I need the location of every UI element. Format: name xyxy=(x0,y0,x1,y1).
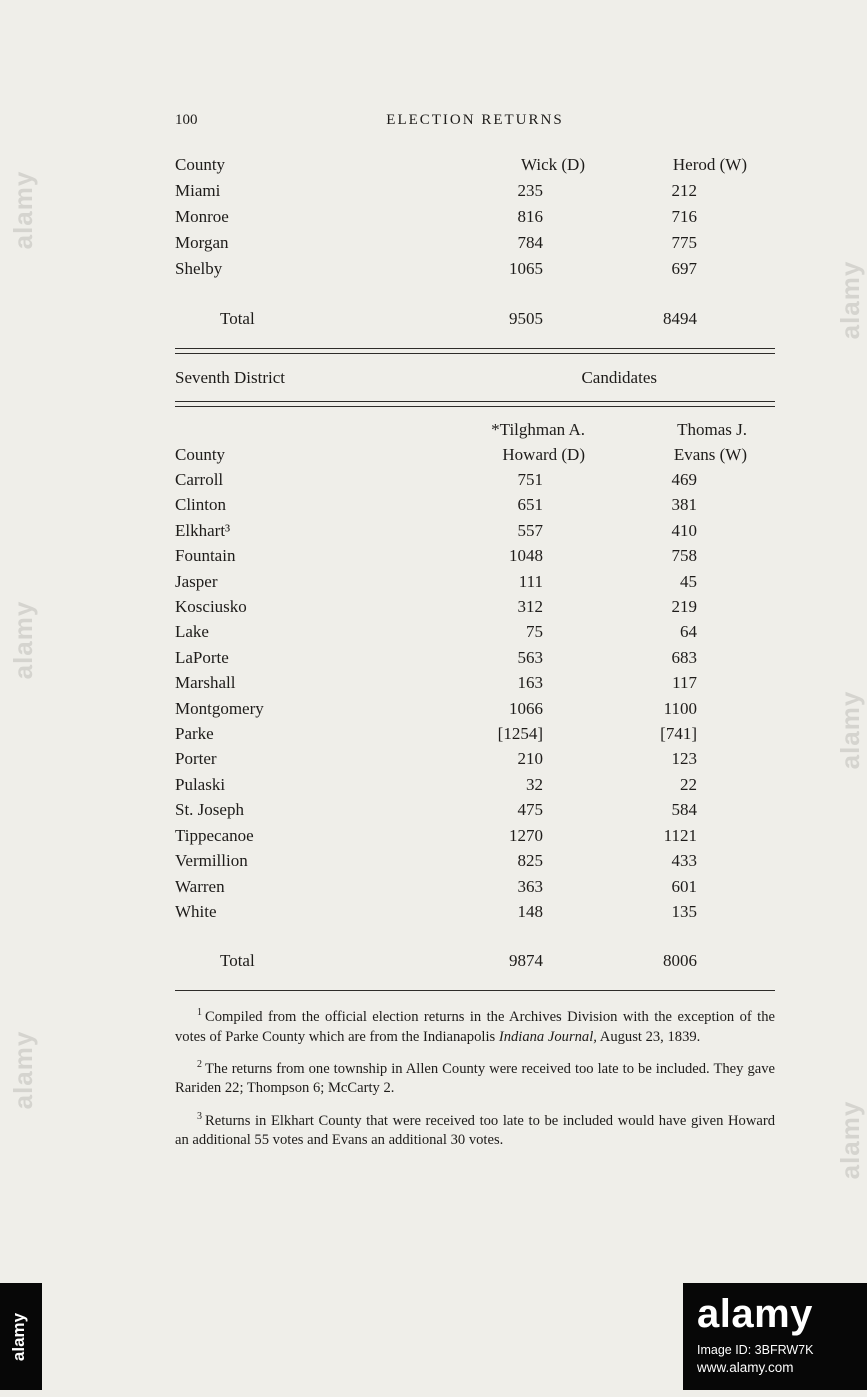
page-header xyxy=(175,112,775,134)
votes-whig: 469 xyxy=(671,470,697,489)
votes-dem: 363 xyxy=(517,876,543,896)
footnote-text-post: August 23, 1839. xyxy=(596,1028,701,1045)
total-votes-dem: 9505 xyxy=(509,309,543,328)
votes-dem: 312 xyxy=(517,597,543,617)
votes-dem: 75 xyxy=(526,622,543,642)
votes-dem: 557 xyxy=(517,520,543,540)
votes-whig: 433 xyxy=(671,851,697,871)
footnote xyxy=(175,1107,775,1151)
votes-whig: 212 xyxy=(671,181,697,200)
votes-dem: 784 xyxy=(517,233,543,252)
table2-total-row xyxy=(175,948,775,974)
table-row xyxy=(175,721,775,746)
table-row xyxy=(175,518,775,543)
votes-whig: [741] xyxy=(660,724,697,744)
alamy-watermark: alamy xyxy=(835,1100,865,1180)
candidate-name-line1: Thomas J. xyxy=(677,420,747,439)
votes-dem: 751 xyxy=(517,470,543,489)
total-votes-whig: 8006 xyxy=(663,951,697,971)
double-rule xyxy=(175,401,775,407)
footnote-text: The returns from one township in Allen County were received too late to be included. They gave Rariden 22; Thompson 6; McCarty 2. xyxy=(175,1060,775,1097)
alamy-credit-box xyxy=(683,1283,867,1390)
table-row xyxy=(175,467,775,492)
alamy-image-id: Image ID: 3BFRW7K xyxy=(697,1343,814,1357)
votes-whig: 219 xyxy=(671,597,697,617)
votes-whig: 117 xyxy=(672,673,697,693)
footnote xyxy=(175,1055,775,1099)
total-label: Total xyxy=(220,309,255,328)
table1-total-rules xyxy=(175,290,775,304)
footnotes xyxy=(175,1003,775,1150)
county-name: LaPorte xyxy=(175,647,229,667)
votes-dem: 235 xyxy=(517,181,543,200)
votes-dem: 210 xyxy=(517,749,543,769)
table-row xyxy=(175,178,775,204)
table-row xyxy=(175,543,775,568)
table1-total-row xyxy=(175,306,775,332)
footnote-text: Returns in Elkhart County that were received too late to be included would have given Howard an additional 55 votes and Evans an additional 30 votes. xyxy=(175,1112,775,1148)
table-row xyxy=(175,848,775,873)
table-row xyxy=(175,772,775,797)
votes-dem: 148 xyxy=(517,901,543,921)
column-header-evans xyxy=(585,417,775,467)
footnote xyxy=(175,1003,775,1047)
column-header-wick: Wick (D) xyxy=(521,155,585,174)
county-name: Pulaski xyxy=(175,774,226,794)
column-header-howard xyxy=(395,417,585,467)
table-row xyxy=(175,823,775,848)
page-title: ELECTION RETURNS xyxy=(386,112,564,128)
votes-whig: 584 xyxy=(671,800,697,820)
votes-whig: 123 xyxy=(671,749,697,769)
votes-dem: 1048 xyxy=(509,546,543,566)
votes-dem: 651 xyxy=(517,495,543,515)
county-name: Warren xyxy=(175,876,225,896)
votes-whig: 683 xyxy=(671,647,697,667)
alamy-watermark: alamy xyxy=(8,170,38,250)
alamy-watermark: alamy xyxy=(8,600,38,680)
county-name: Porter xyxy=(175,749,217,769)
total-votes-dem: 9874 xyxy=(509,951,543,971)
table1-header xyxy=(175,152,775,178)
table-row xyxy=(175,696,775,721)
table2-total-rules xyxy=(175,932,775,946)
county-name: Clinton xyxy=(175,495,227,515)
county-name: Morgan xyxy=(175,233,229,252)
county-name: St. Joseph xyxy=(175,800,244,820)
county-name: Monroe xyxy=(175,207,229,226)
total-label: Total xyxy=(220,951,255,971)
county-name: Marshall xyxy=(175,673,236,693)
table-row xyxy=(175,619,775,644)
county-name: Vermillion xyxy=(175,851,248,871)
footnote-italic-title: Indiana Journal, xyxy=(498,1028,597,1045)
column-header-county: County xyxy=(175,155,226,174)
alamy-watermark: alamy xyxy=(8,1030,38,1110)
votes-dem: [1254] xyxy=(497,724,543,744)
double-rule xyxy=(175,348,775,354)
footnote-number: 2 xyxy=(197,1058,202,1070)
table-row xyxy=(175,230,775,256)
votes-whig: 775 xyxy=(671,233,697,252)
district-heading-row xyxy=(175,366,775,390)
votes-dem: 1066 xyxy=(509,698,543,718)
footnote-rule xyxy=(175,990,775,991)
table-row xyxy=(175,645,775,670)
table2-header xyxy=(175,417,775,467)
alamy-url: www.alamy.com xyxy=(697,1360,794,1375)
county-name: Montgomery xyxy=(175,698,264,718)
votes-whig: 758 xyxy=(671,546,697,566)
votes-whig: 381 xyxy=(671,495,697,515)
candidate-name-line1: *Tilghman A. xyxy=(491,420,585,439)
column-header-herod: Herod (W) xyxy=(672,155,747,174)
votes-whig: 697 xyxy=(671,259,697,278)
votes-dem: 1270 xyxy=(509,825,543,845)
alamy-logo-vertical: alamy xyxy=(9,1312,28,1362)
votes-whig: 135 xyxy=(671,901,697,921)
table-row xyxy=(175,569,775,594)
county-name: Kosciusko xyxy=(175,597,247,617)
county-name: Parke xyxy=(175,724,214,744)
votes-dem: 563 xyxy=(517,647,543,667)
votes-whig: 1121 xyxy=(663,825,697,845)
votes-whig: 1100 xyxy=(663,698,697,718)
page-content xyxy=(175,112,775,1158)
votes-whig: 45 xyxy=(680,571,697,591)
alamy-watermark: alamy xyxy=(835,260,865,340)
votes-whig: 716 xyxy=(671,207,697,226)
table1-body xyxy=(175,178,775,282)
table-row xyxy=(175,204,775,230)
footnote-number: 1 xyxy=(197,1007,202,1019)
votes-whig: 22 xyxy=(680,774,697,794)
footnote-text: Compiled from the official election returns in the Archives Division with the exception of the votes of Parke County which are from the Indianapolis xyxy=(175,1009,775,1045)
county-name: Miami xyxy=(175,181,221,200)
votes-dem: 163 xyxy=(517,673,543,693)
county-name: White xyxy=(175,901,217,921)
county-name: Fountain xyxy=(175,546,236,566)
votes-dem: 816 xyxy=(517,207,543,226)
county-name: Elkhart³ xyxy=(175,520,231,540)
table-row xyxy=(175,594,775,619)
votes-whig: 601 xyxy=(671,876,697,896)
alamy-watermark: alamy xyxy=(835,690,865,770)
county-name: Carroll xyxy=(175,470,224,489)
alamy-logo: alamy xyxy=(697,1292,813,1336)
table-row xyxy=(175,899,775,924)
county-name: Lake xyxy=(175,622,209,642)
table-row xyxy=(175,670,775,695)
votes-whig: 410 xyxy=(671,520,697,540)
total-votes-whig: 8494 xyxy=(663,309,697,328)
county-name: Jasper xyxy=(175,571,218,591)
table-row xyxy=(175,874,775,899)
footnote-number: 3 xyxy=(197,1110,202,1122)
column-header-county: County xyxy=(175,445,226,464)
candidate-name-line2: Howard (D) xyxy=(502,445,585,464)
votes-whig: 64 xyxy=(680,622,697,642)
table2-body xyxy=(175,467,775,924)
votes-dem: 825 xyxy=(517,851,543,871)
table-row xyxy=(175,492,775,517)
votes-dem: 32 xyxy=(526,774,543,794)
table-row xyxy=(175,797,775,822)
candidates-heading: Candidates xyxy=(581,368,657,387)
table-row xyxy=(175,746,775,771)
county-name: Shelby xyxy=(175,259,223,278)
votes-dem: 111 xyxy=(518,571,543,591)
votes-dem: 475 xyxy=(517,800,543,820)
table-row xyxy=(175,256,775,282)
candidate-name-line2: Evans (W) xyxy=(673,445,747,464)
votes-dem: 1065 xyxy=(509,259,543,278)
page-number: 100 xyxy=(175,112,198,128)
district-title: Seventh District xyxy=(175,368,286,387)
alamy-left-bar xyxy=(0,1283,42,1390)
county-name: Tippecanoe xyxy=(175,825,254,845)
